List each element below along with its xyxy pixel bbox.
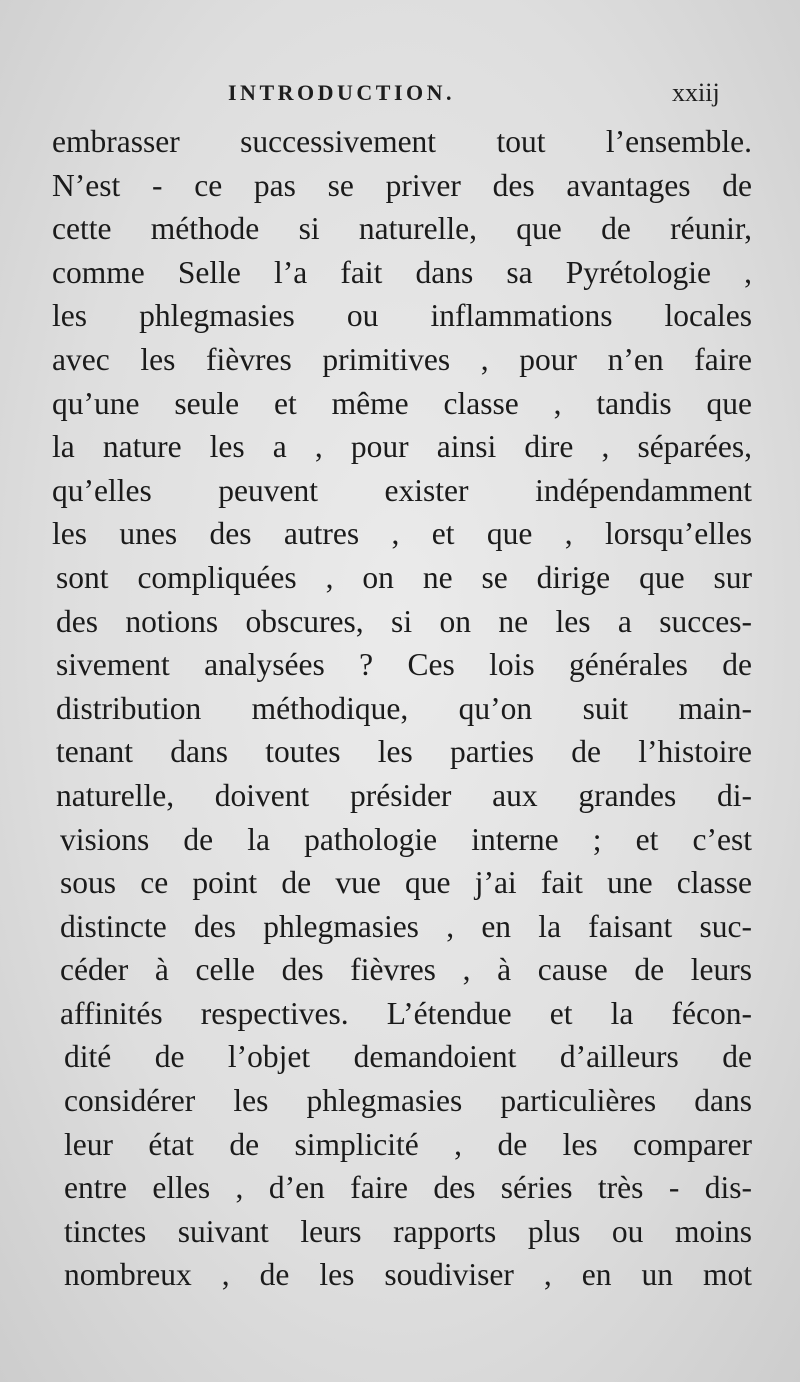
text-line: qu’elles peuvent exister indépendamment — [52, 472, 752, 508]
text-line: les unes des autres , et que , lorsqu’elles — [52, 516, 752, 552]
text-line: dité de l’objet demandoient d’ailleurs de — [64, 1039, 752, 1075]
text-line: entre elles , d’en faire des séries très - dis- — [64, 1170, 752, 1206]
page-header — [0, 74, 800, 114]
text-line: sivement analysées ? Ces lois générales de — [56, 647, 752, 683]
text-line: leur état de simplicité , de les comparer — [64, 1126, 752, 1162]
body-text — [52, 120, 752, 1297]
text-line: distincte des phlegmasies , en la faisant suc- — [60, 908, 752, 944]
text-line: embrasser successivement tout l’ensemble. — [52, 124, 752, 159]
text-line: N’est - ce pas se priver des avantages de — [52, 167, 752, 203]
text-line: comme Selle l’a fait dans sa Pyrétologie , — [52, 254, 752, 290]
text-line: distribution méthodique, qu’on suit main- — [56, 690, 752, 726]
text-line: des notions obscures, si on ne les a succes- — [56, 603, 752, 639]
text-line: sont compliquées , on ne se dirige que sur — [56, 559, 752, 595]
page-number: xxiij — [672, 78, 720, 107]
text-line: sous ce point de vue que j’ai fait une classe — [60, 865, 752, 901]
running-title: INTRODUCTION. — [228, 80, 456, 105]
text-line: la nature les a , pour ainsi dire , séparées, — [52, 429, 752, 465]
text-line: visions de la pathologie interne ; et c’est — [60, 821, 752, 857]
text-line: nombreux , de les soudiviser , en un mot — [64, 1257, 752, 1293]
text-line: tenant dans toutes les parties de l’histoire — [56, 734, 752, 770]
text-line: qu’une seule et même classe , tandis que — [52, 385, 752, 421]
text-line: céder à celle des fièvres , à cause de leurs — [60, 952, 752, 988]
text-line: cette méthode si naturelle, que de réunir, — [52, 211, 752, 247]
text-line: naturelle, doivent présider aux grandes di- — [56, 777, 752, 813]
text-line: affinités respectives. L’étendue et la fécon- — [60, 995, 752, 1031]
text-line: considérer les phlegmasies particulières dans — [64, 1083, 752, 1119]
text-line: avec les fièvres primitives , pour n’en faire — [52, 341, 752, 377]
text-line: les phlegmasies ou inflammations locales — [52, 298, 752, 334]
text-line: tinctes suivant leurs rapports plus ou moins — [64, 1213, 752, 1249]
